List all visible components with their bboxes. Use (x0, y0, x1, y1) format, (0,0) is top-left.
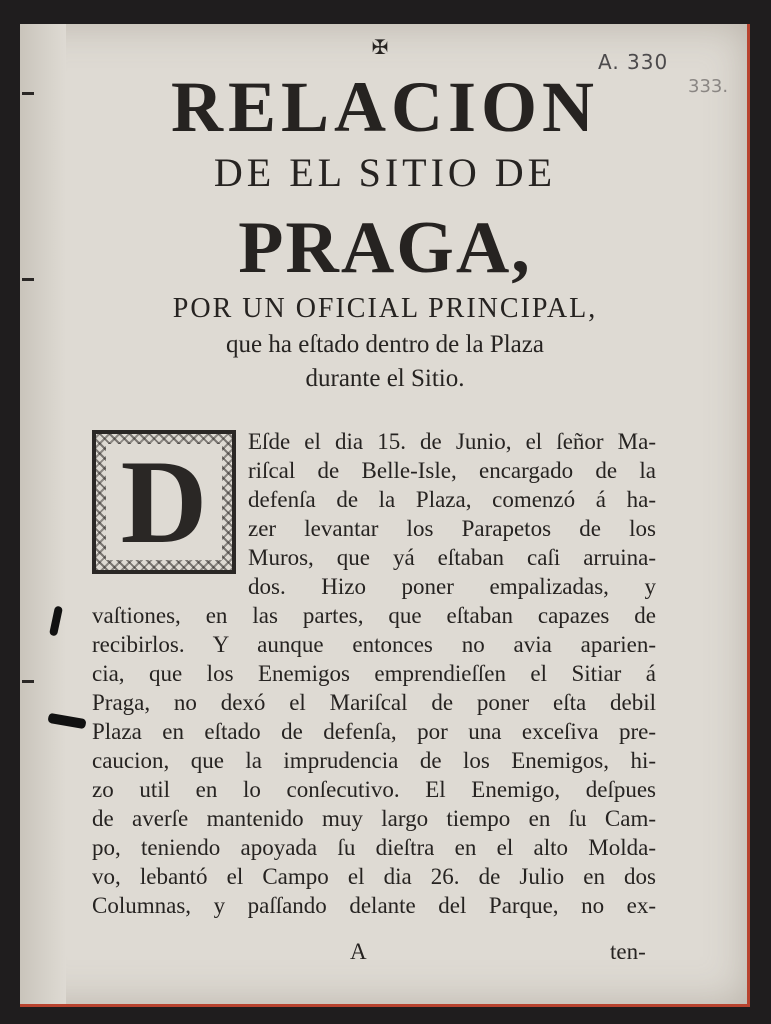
body-line: vo, lebantó el Campo el dia 26. de Julio en dos (92, 864, 656, 889)
body-line: recibirlos. Y aunque entonces no avia aparien- (92, 632, 656, 657)
old-shelfmark: 333. (688, 76, 729, 97)
body-line: vaſtiones, en las partes, que eſtaban capazes de (92, 603, 656, 628)
title-relacion: RELACION (170, 67, 600, 147)
drop-cap-letter: D (106, 444, 222, 560)
body-line: Eſde el dia 15. de Junio, el ſeñor Ma- (248, 429, 656, 454)
title-author: POR UN OFICIAL PRINCIPAL, (172, 293, 598, 324)
body-line: de averſe mantenido muy largo tiempo en ſu Cam- (92, 806, 656, 831)
body-line: Plaza en eſtado de defenſa, por una exceſiva pre- (92, 719, 656, 744)
body-line: cia, que los Enemigos emprendieſſen el Sitiar á (92, 661, 656, 686)
body-line: zo util en lo conſecutivo. El Enemigo, deſpues (92, 777, 656, 802)
page-text (20, 24, 747, 1004)
title-sitio: DE EL SITIO DE (213, 150, 557, 195)
body-line: caucion, que la imprudencia de los Enemigos, hi- (92, 748, 656, 773)
body-line: riſcal de Belle-Isle, encargado de la (248, 458, 656, 483)
subtitle-line-1: que ha eſtado dentro de la Plaza (226, 331, 544, 358)
body-line: dos. Hizo poner empalizadas, y (248, 574, 656, 599)
body-line: zer levantar los Parapetos de los (248, 516, 656, 541)
shelfmark: A. 330 (598, 50, 669, 74)
body-line: defenſa de la Plaza, comenzó á ha- (248, 487, 656, 512)
body-line: po, teniendo apoyada ſu dieſtra en el alto Molda- (92, 835, 656, 860)
signature-mark: A (350, 939, 367, 964)
body-line: Praga, no dexó el Mariſcal de poner eſta debil (92, 690, 656, 715)
cross-ornament-icon: ✠ (371, 37, 389, 59)
title-praga: PRAGA, (238, 207, 532, 289)
subtitle-line-2: durante el Sitio. (305, 365, 465, 392)
catchword: ten- (610, 939, 646, 964)
decorated-initial (92, 430, 236, 574)
body-line: Muros, que yá eſtaban caſi arruina- (248, 545, 656, 570)
body-line: Columnas, y paſſando delante del Parque, no ex- (92, 893, 656, 918)
